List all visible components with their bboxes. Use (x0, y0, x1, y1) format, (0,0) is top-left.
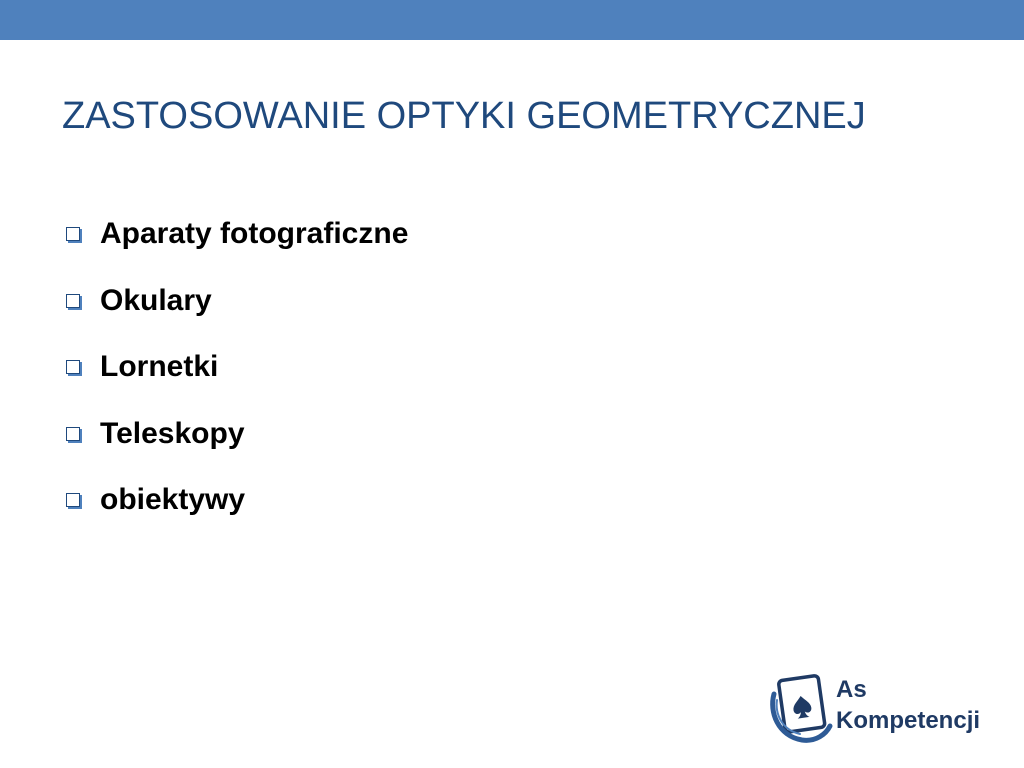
list-item-label: obiektywy (100, 483, 246, 516)
square-bullet-icon (66, 294, 80, 308)
slide-title: ZASTOSOWANIE OPTYKI GEOMETRYCZNEJ (62, 95, 866, 137)
list-item (62, 343, 408, 393)
list-item (62, 476, 408, 526)
list-item (62, 210, 408, 260)
square-bullet-icon (66, 360, 80, 374)
as-kompetencji-logo (768, 670, 998, 745)
square-bullet-icon (66, 493, 80, 507)
list-item-label: Teleskopy (100, 416, 245, 450)
bullet-list (62, 210, 408, 543)
list-item (62, 410, 408, 460)
square-bullet-icon (66, 427, 80, 441)
top-accent-bar (0, 0, 1024, 40)
spade-card-icon (768, 670, 834, 745)
logo-text-line-2: Kompetencji (836, 707, 981, 734)
list-item-label: Lornetki (100, 350, 219, 383)
logo-text-line-1: As (836, 676, 867, 703)
list-item-label: Aparaty fotograficzne (100, 217, 409, 250)
square-bullet-icon (66, 227, 80, 241)
list-item-label: Okulary (100, 283, 212, 317)
list-item (62, 277, 408, 327)
